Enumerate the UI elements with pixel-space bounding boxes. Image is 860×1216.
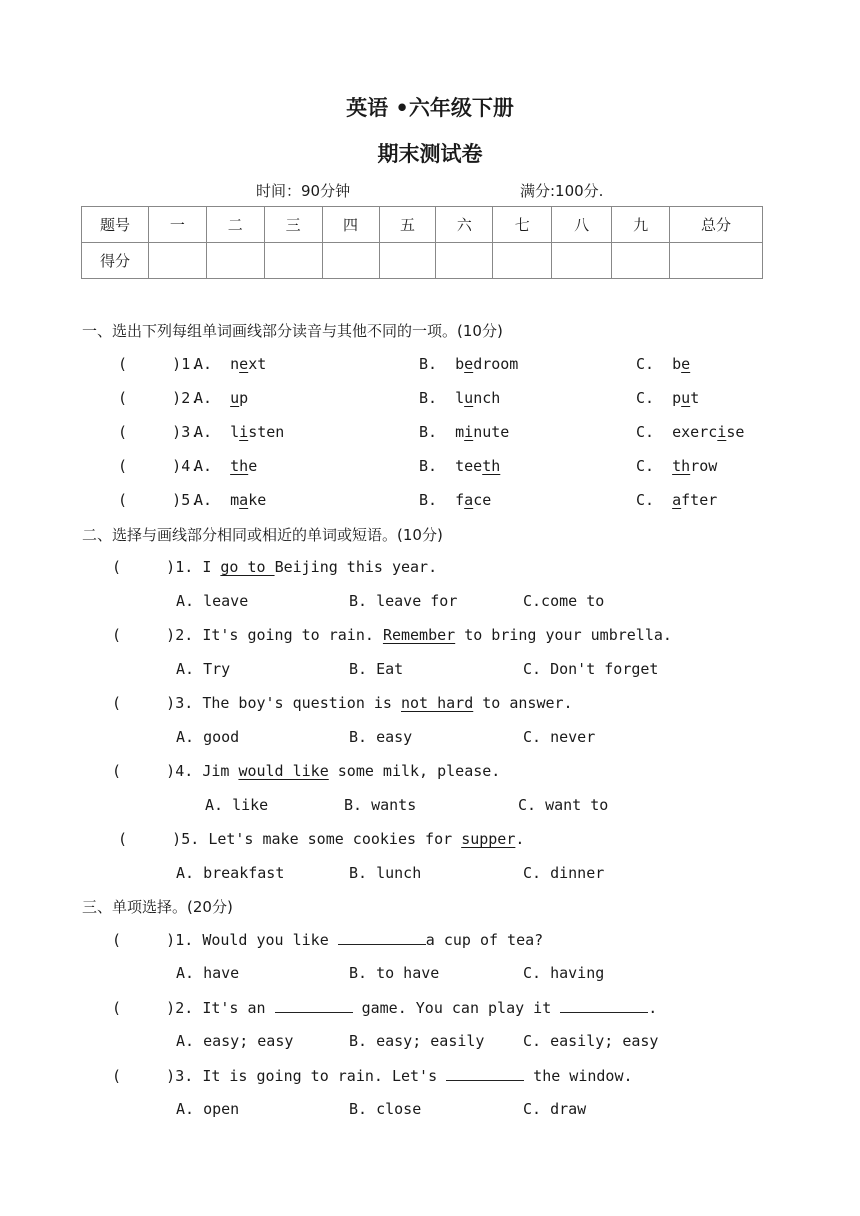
underlined-part: u (681, 389, 691, 407)
option-c[interactable] (636, 491, 717, 509)
word-part: nch (473, 389, 501, 407)
option-a[interactable] (194, 457, 257, 475)
underlined-part: a (672, 491, 682, 509)
word-part: t (690, 389, 700, 407)
question-number[interactable]: ( )3. (112, 1067, 194, 1085)
question-text: to answer. (473, 694, 573, 712)
underlined-part: e (681, 355, 691, 373)
word-part: f (455, 491, 465, 509)
score-input-cell[interactable] (322, 243, 379, 279)
option-a[interactable]: A. good (176, 728, 240, 746)
option-letter: C. (636, 457, 655, 475)
question-text: . (648, 999, 658, 1017)
word-part: exerc (672, 423, 718, 441)
option-a[interactable] (194, 491, 266, 509)
word-part: tee (455, 457, 483, 475)
table-cell: 一 (148, 207, 206, 243)
section-3-heading: 三、单项选择。(20分) (82, 898, 233, 916)
underlined-phrase: supper (461, 830, 516, 848)
word-part: l (230, 423, 240, 441)
option-b[interactable]: B. wants (344, 796, 417, 814)
option-b[interactable]: B. easy (349, 728, 413, 746)
question-line (112, 558, 437, 576)
question-text: Would you like (202, 931, 338, 949)
question-text: The boy's question is (202, 694, 401, 712)
question-text: some milk, please. (328, 762, 501, 780)
underlined-part: a (464, 491, 474, 509)
score-input-cell[interactable] (206, 243, 264, 279)
word-part: b (672, 355, 682, 373)
answer-blank[interactable] (338, 930, 426, 945)
question-number[interactable]: ( )5. (118, 830, 200, 848)
section-1-heading: 一、选出下列每组单词画线部分读音与其他不同的一项。(10分) (82, 322, 503, 340)
underlined-part: e (464, 355, 474, 373)
answer-blank[interactable] (446, 1066, 524, 1081)
option-b[interactable] (419, 457, 500, 475)
underlined-phrase: go to (220, 558, 275, 576)
score-input-cell[interactable] (148, 243, 206, 279)
word-part: p (672, 389, 682, 407)
underlined-part: th (482, 457, 501, 475)
question-text: It is going to rain. Let's (202, 1067, 447, 1085)
option-letter: A. (194, 389, 213, 407)
question-text: It's going to rain. (202, 626, 383, 644)
question-text: It's an (202, 999, 275, 1017)
word-part: se (726, 423, 745, 441)
question-text: the window. (524, 1067, 633, 1085)
option-letter: B. (419, 423, 438, 441)
table-cell: 八 (552, 207, 612, 243)
option-c[interactable]: C. dinner (523, 864, 605, 882)
question-line (112, 694, 573, 712)
question-line (112, 998, 657, 1017)
table-cell: 七 (493, 207, 552, 243)
option-a[interactable]: A. like (205, 796, 269, 814)
option-letter: B. (419, 389, 438, 407)
underlined-part: u (230, 389, 240, 407)
table-cell: 三 (264, 207, 322, 243)
score-input-cell[interactable] (379, 243, 436, 279)
option-a[interactable]: A. Try (176, 660, 231, 678)
table-cell: 六 (436, 207, 493, 243)
word-part: sten (248, 423, 285, 441)
word-part: nute (473, 423, 510, 441)
question-number[interactable]: ( )4. (112, 762, 194, 780)
question-number[interactable]: ( )1. (118, 355, 200, 373)
word-part: row (690, 457, 718, 475)
option-letter: C. (636, 423, 655, 441)
score-input-cell[interactable] (612, 243, 670, 279)
question-text: a cup of tea? (425, 931, 544, 949)
score-input-cell[interactable] (670, 243, 763, 279)
option-letter: B. (419, 457, 438, 475)
table-cell: 二 (206, 207, 264, 243)
question-text: to bring your umbrella. (455, 626, 672, 644)
underlined-part: th (672, 457, 691, 475)
table-cell: 得分 (82, 243, 149, 279)
option-a[interactable]: A. breakfast (176, 864, 285, 882)
option-a[interactable] (194, 389, 248, 407)
score-table-header-row (82, 207, 763, 243)
question-number[interactable]: ( )2. (112, 626, 194, 644)
option-a[interactable] (194, 423, 284, 441)
full-score: 满分:100分. (520, 182, 604, 200)
word-part: fter (681, 491, 718, 509)
question-line (112, 762, 500, 780)
table-cell: 五 (379, 207, 436, 243)
option-c[interactable] (636, 355, 690, 373)
score-table (81, 206, 763, 279)
option-c[interactable]: C. draw (523, 1100, 587, 1118)
word-part: m (455, 423, 465, 441)
option-b[interactable]: B. leave for (349, 592, 458, 610)
table-cell: 总分 (670, 207, 763, 243)
option-c[interactable] (636, 389, 699, 407)
underlined-part: i (717, 423, 727, 441)
option-b[interactable] (419, 423, 509, 441)
answer-blank[interactable] (275, 998, 353, 1013)
option-a[interactable]: A. leave (176, 592, 249, 610)
underlined-part: i (464, 423, 474, 441)
question-number[interactable]: ( )2. (112, 999, 194, 1017)
table-cell: 九 (612, 207, 670, 243)
score-input-cell[interactable] (436, 243, 493, 279)
option-letter: C. (636, 355, 655, 373)
underlined-phrase: would like (238, 762, 329, 780)
question-number[interactable]: ( )1. (112, 558, 194, 576)
question-line (112, 930, 543, 949)
question-text: game. You can play it (352, 999, 561, 1017)
word-part: l (455, 389, 465, 407)
underlined-part: th (230, 457, 249, 475)
underlined-part: a (239, 491, 249, 509)
word-part: ce (473, 491, 492, 509)
question-number[interactable]: ( )3. (118, 423, 200, 441)
option-c[interactable]: C. having (523, 964, 605, 982)
question-number[interactable]: ( )1. (112, 931, 194, 949)
option-a[interactable]: A. easy; easy (176, 1032, 294, 1050)
word-part: xt (248, 355, 267, 373)
option-a[interactable]: A. open (176, 1100, 240, 1118)
doc-title: 英语 •六年级下册 (346, 96, 514, 120)
underlined-part: i (239, 423, 249, 441)
underlined-phrase: Remember (382, 626, 456, 644)
underlined-part: u (464, 389, 474, 407)
option-b[interactable] (419, 491, 491, 509)
question-text: . (515, 830, 525, 848)
question-number[interactable]: ( )5. (118, 491, 200, 509)
option-letter: A. (194, 355, 213, 373)
word-part: p (239, 389, 249, 407)
table-cell: 四 (322, 207, 379, 243)
score-table-score-row (82, 243, 763, 279)
word-part: droom (473, 355, 519, 373)
option-b[interactable]: B. easy; easily (349, 1032, 485, 1050)
option-a[interactable]: A. have (176, 964, 240, 982)
question-text: I (202, 558, 221, 576)
score-input-cell[interactable] (552, 243, 612, 279)
question-number[interactable]: ( )4. (118, 457, 200, 475)
option-b[interactable] (419, 355, 518, 373)
question-text: Let's make some cookies for (208, 830, 462, 848)
option-letter: A. (194, 491, 213, 509)
option-b[interactable]: B. Eat (349, 660, 404, 678)
word-part: ke (248, 491, 267, 509)
score-input-cell[interactable] (493, 243, 552, 279)
score-input-cell[interactable] (264, 243, 322, 279)
answer-blank[interactable] (560, 998, 648, 1013)
time-limit: 时间：90分钟 (256, 182, 351, 200)
option-letter: A. (194, 457, 213, 475)
option-c[interactable] (636, 423, 744, 441)
word-part: n (230, 355, 240, 373)
question-text: Beijing this year. (274, 558, 438, 576)
option-letter: C. (636, 389, 655, 407)
option-c[interactable]: C. never (523, 728, 596, 746)
question-line (112, 626, 672, 644)
option-b[interactable]: B. to have (349, 964, 440, 982)
underlined-phrase: not hard (401, 694, 474, 712)
word-part: e (248, 457, 258, 475)
option-letter: C. (636, 491, 655, 509)
doc-subtitle: 期末测试卷 (377, 142, 483, 166)
word-part: m (230, 491, 240, 509)
question-text: Jim (202, 762, 239, 780)
question-number[interactable]: ( )2. (118, 389, 200, 407)
option-letter: B. (419, 491, 438, 509)
option-c[interactable]: C. want to (518, 796, 609, 814)
section-2-heading: 二、选择与画线部分相同或相近的单词或短语。(10分) (82, 526, 443, 544)
option-letter: A. (194, 423, 213, 441)
question-number[interactable]: ( )3. (112, 694, 194, 712)
option-c[interactable]: C. easily; easy (523, 1032, 659, 1050)
word-part: b (455, 355, 465, 373)
option-b[interactable]: B. close (349, 1100, 422, 1118)
option-b[interactable] (419, 389, 500, 407)
option-letter: B. (419, 355, 438, 373)
underlined-part: e (239, 355, 249, 373)
option-c[interactable]: C.come to (523, 592, 605, 610)
option-a[interactable] (194, 355, 266, 373)
question-line (118, 830, 524, 848)
table-cell: 题号 (82, 207, 149, 243)
option-c[interactable] (636, 457, 717, 475)
option-b[interactable]: B. lunch (349, 864, 422, 882)
option-c[interactable]: C. Don't forget (523, 660, 659, 678)
question-line (112, 1066, 633, 1085)
